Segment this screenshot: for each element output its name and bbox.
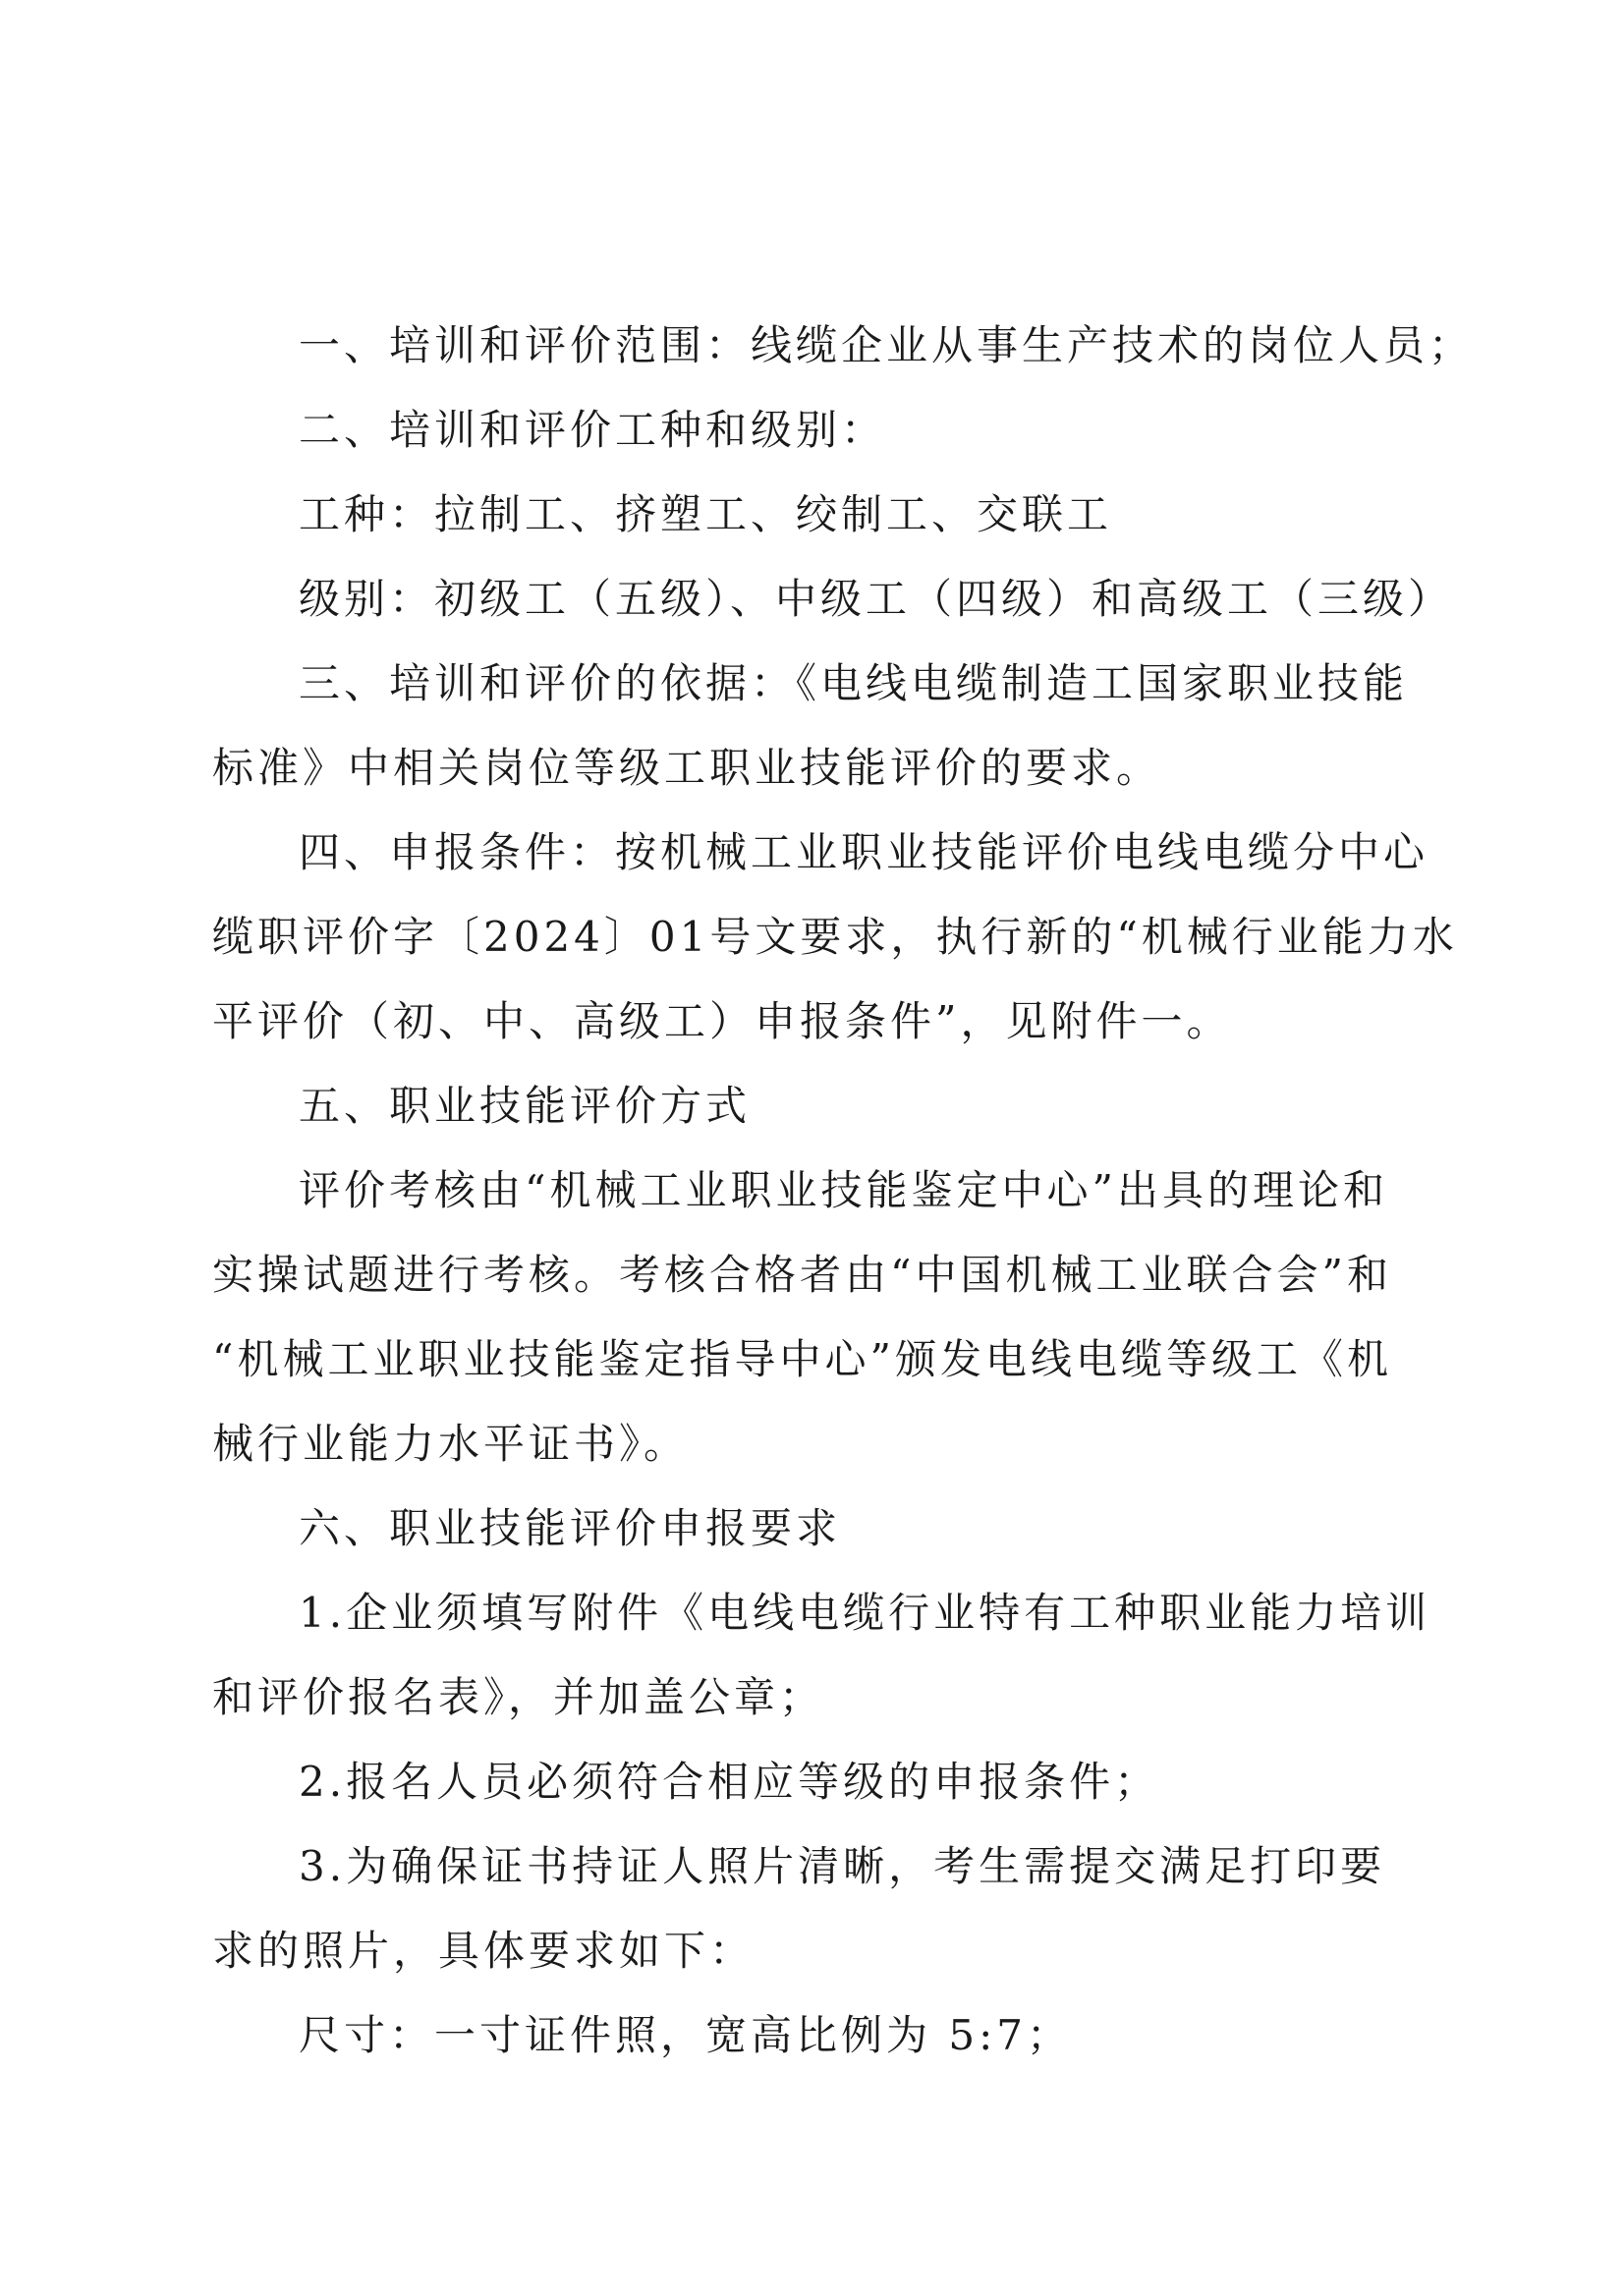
paragraph-line	[0, 1241, 1624, 1310]
list-item-2: 2.报名人员必须符合相应等级的申报条件；	[299, 1758, 1160, 1806]
paragraph-line	[0, 311, 1624, 380]
paragraph-line	[0, 1917, 1624, 1986]
text-line: 平评价（初、中、高级工）申报条件”，见附件一。	[212, 997, 1232, 1045]
paragraph-line	[0, 1663, 1624, 1732]
section-heading-6: 六、职业技能评价申报要求	[299, 1504, 842, 1552]
paragraph-line	[0, 1832, 1624, 1901]
paragraph-line	[0, 818, 1624, 887]
section-heading-4: 四、申报条件：按机械工业职业技能评价电线电缆分中心	[299, 828, 1429, 876]
list-item-3: 3.为确保证书持证人照片清晰，考生需提交满足打印要	[299, 1842, 1386, 1890]
text-line: 和评价报名表》，并加盖公章；	[212, 1673, 825, 1721]
paragraph-line	[0, 903, 1624, 972]
text-line: 标准》中相关岗位等级工职业技能评价的要求。	[212, 744, 1162, 792]
paragraph-line	[0, 1325, 1624, 1394]
section-heading-1: 一、培训和评价范围：线缆企业从事生产技术的岗位人员；	[299, 321, 1475, 369]
section-heading-2: 二、培训和评价工种和级别：	[299, 406, 887, 454]
text-line: 缆职评价字〔2024〕01号文要求，执行新的“机械行业能力水	[212, 913, 1458, 961]
paragraph-line	[0, 2001, 1624, 2070]
job-types-line: 工种：拉制工、挤塑工、绞制工、交联工	[299, 490, 1113, 538]
paragraph-line	[0, 987, 1624, 1056]
paragraph-line	[0, 1156, 1624, 1225]
paragraph-line	[0, 649, 1624, 718]
text-line: 评价考核由“机械工业职业技能鉴定中心”出具的理论和	[299, 1166, 1388, 1214]
paragraph-line	[0, 1410, 1624, 1479]
photo-size-line: 尺寸：一寸证件照，宽高比例为 5:7；	[299, 2011, 1072, 2059]
paragraph-line	[0, 734, 1624, 803]
paragraph-line	[0, 1494, 1624, 1563]
levels-line: 级别：初级工（五级）、中级工（四级）和高级工（三级）	[299, 575, 1454, 623]
section-heading-3: 三、培训和评价的依据：《电线电缆制造工国家职业技能	[299, 659, 1409, 707]
paragraph-line	[0, 565, 1624, 634]
paragraph-line	[0, 1072, 1624, 1141]
text-line: 实操试题进行考核。考核合格者由“中国机械工业联合会”和	[212, 1251, 1392, 1299]
section-heading-5: 五、职业技能评价方式	[299, 1082, 752, 1130]
list-item-1: 1.企业须填写附件《电线电缆行业特有工种职业能力培训	[299, 1589, 1431, 1637]
paragraph-line	[0, 1579, 1624, 1648]
text-line: 求的照片，具体要求如下：	[212, 1927, 756, 1975]
text-line: “机械工业职业技能鉴定指导中心”颁发电线电缆等级工《机	[212, 1335, 1392, 1383]
paragraph-line	[0, 480, 1624, 549]
text-line: 械行业能力水平证书》。	[212, 1420, 690, 1468]
paragraph-line	[0, 1748, 1624, 1817]
paragraph-line	[0, 396, 1624, 465]
